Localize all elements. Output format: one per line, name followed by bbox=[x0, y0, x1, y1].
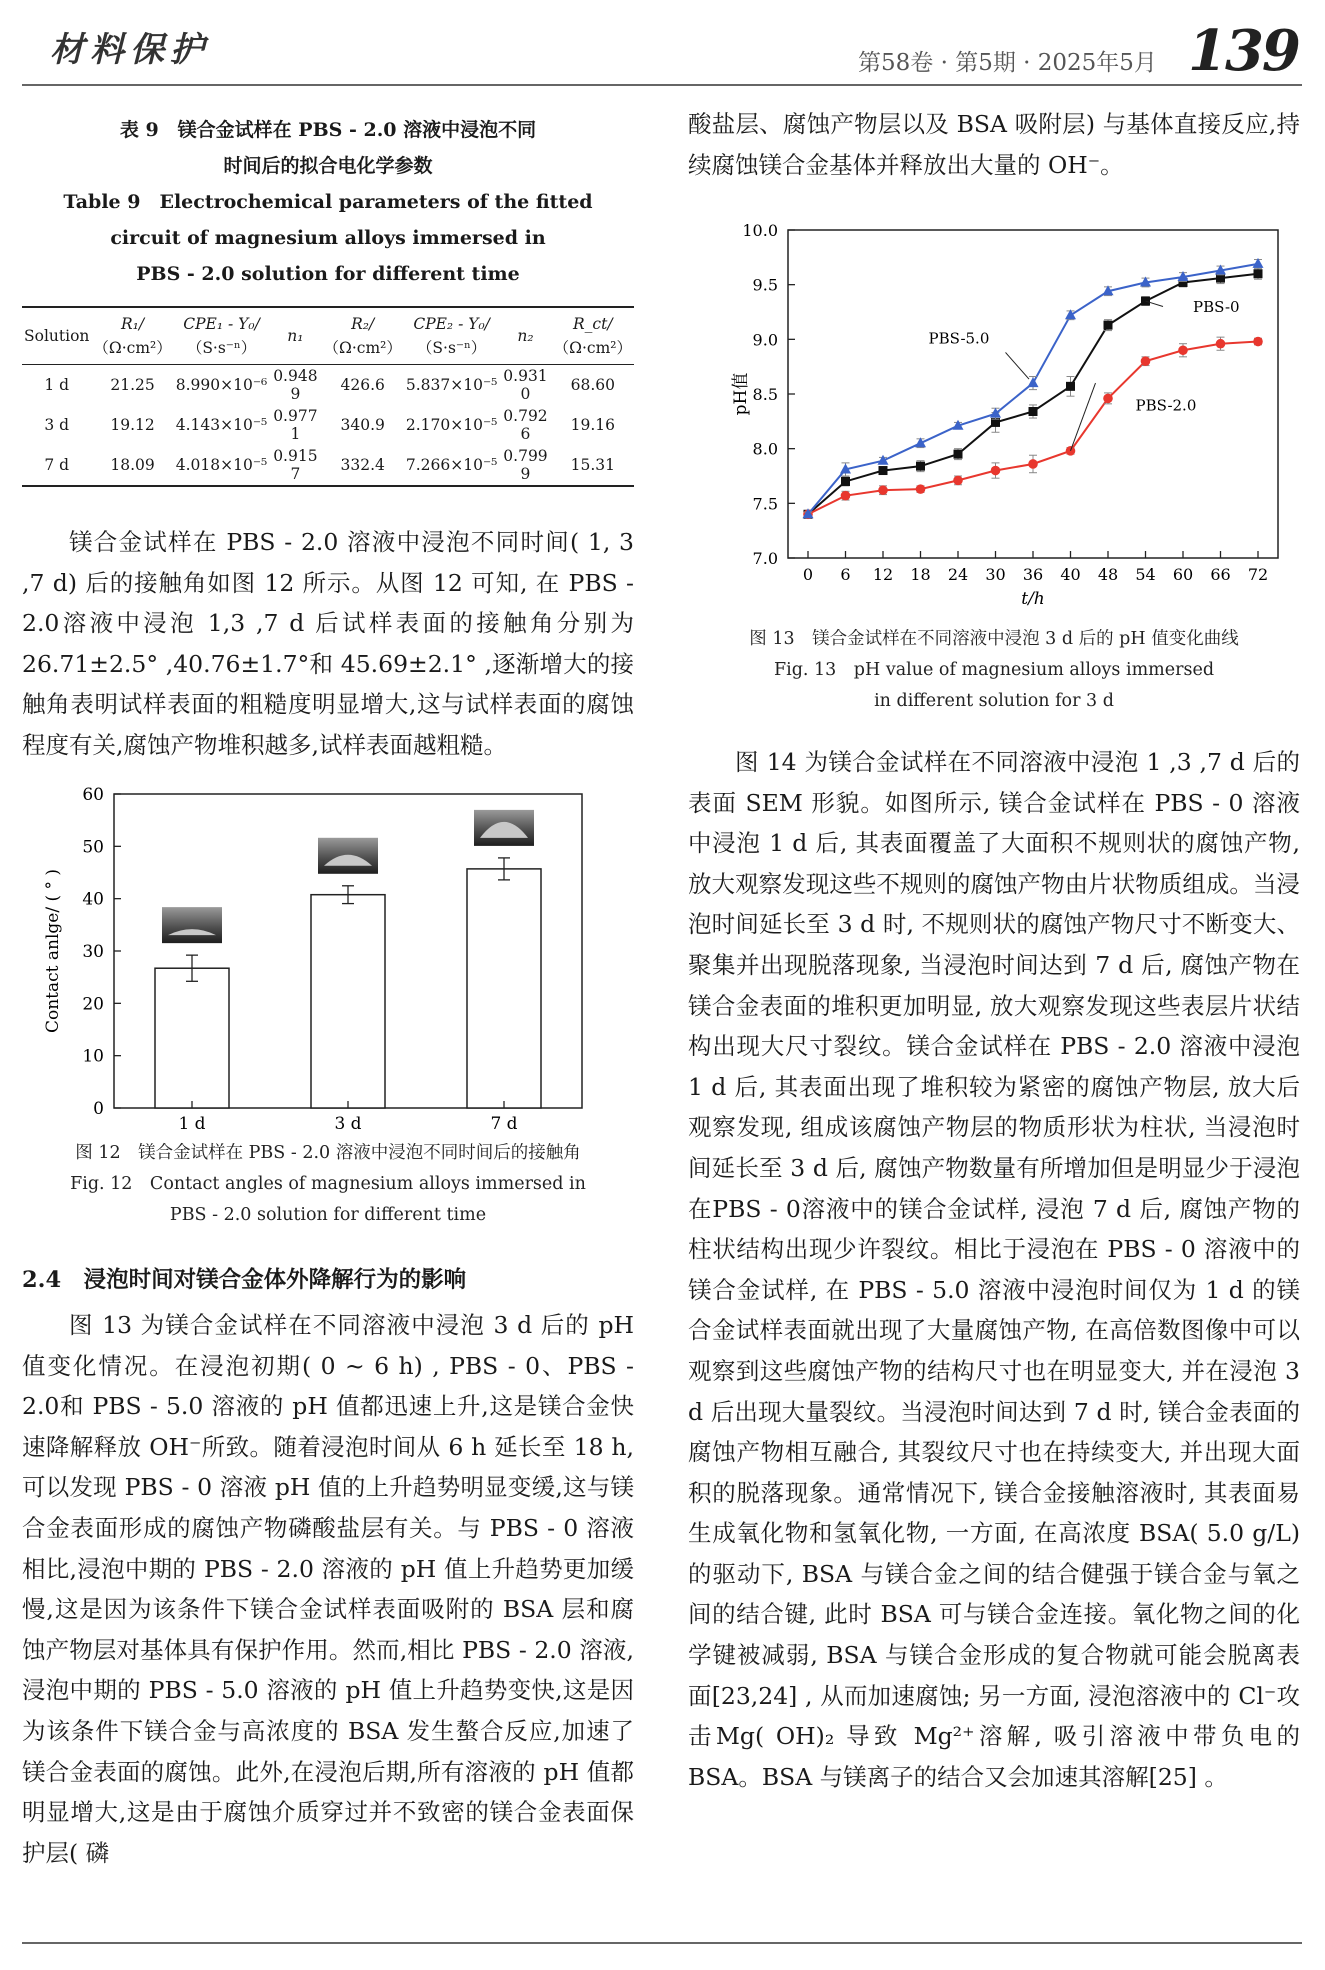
x-tick-label: 36 bbox=[1022, 565, 1044, 584]
x-tick-label: 12 bbox=[872, 565, 894, 584]
table-body bbox=[22, 365, 634, 487]
y-tick-label: 50 bbox=[82, 837, 104, 858]
data-point bbox=[953, 476, 963, 486]
data-point bbox=[1029, 407, 1038, 416]
y-tick-label: 0 bbox=[93, 1099, 104, 1119]
table-header-cell bbox=[91, 307, 173, 365]
data-point bbox=[1216, 339, 1226, 349]
table-cell: 18.09 bbox=[110, 456, 155, 474]
x-tick-label: 24 bbox=[947, 565, 969, 584]
data-point bbox=[1254, 269, 1263, 278]
page-number: 139 bbox=[1188, 18, 1299, 84]
fig13-caption-cn: 图 13 镁合金试样在不同溶液中浸泡 3 d 后的 pH 值变化曲线 bbox=[749, 629, 1239, 649]
table-cell: 2.170×10⁻⁵ bbox=[405, 416, 498, 434]
series-line bbox=[808, 342, 1258, 515]
table-header-cell bbox=[552, 307, 634, 365]
right-paragraph-1 bbox=[688, 742, 1300, 1797]
parameter-table bbox=[22, 306, 634, 487]
droplet-photo bbox=[474, 810, 534, 846]
bar bbox=[155, 968, 229, 1108]
x-tick-label: 40 bbox=[1060, 565, 1081, 584]
table-cell: 5.837×10⁻⁵ bbox=[405, 376, 498, 394]
y-axis-label: pH值 bbox=[731, 372, 751, 416]
x-tick-label: 60 bbox=[1172, 565, 1194, 584]
table-cell: 15.31 bbox=[570, 456, 615, 474]
data-point bbox=[916, 484, 926, 494]
table-header-cell bbox=[269, 307, 321, 365]
header-rule bbox=[22, 84, 1302, 86]
y-tick-label: 20 bbox=[82, 994, 104, 1015]
series-label: PBS-5.0 bbox=[928, 329, 990, 348]
header-name: R₂/ bbox=[351, 315, 375, 333]
y-tick-label: 9.0 bbox=[752, 330, 778, 350]
table-caption-en-2: circuit of magnesium alloys immersed in bbox=[110, 227, 546, 249]
table-cell: 0.799 9 bbox=[503, 447, 548, 483]
y-axis-label: Contact anlge/ ( ° ) bbox=[43, 868, 63, 1034]
header-name: R₁/ bbox=[121, 315, 145, 333]
paragraph-text: 图 14 为镁合金试样在不同溶液中浸泡 1 ,3 ,7 d 后的表面 SEM 形貌。如图所示, 镁合金试样在 PBS - 0 溶液中浸泡 1 d 后, 其表面覆盖了大面积不规则状的腐蚀产物, 放大观察发现这些不规则的腐蚀产物由片状物质组成。当浸泡时间延长至 3 d 时, 不规则状的腐蚀产物尺寸不断变大、聚集并出现脱落现象, 当浸泡时间达到 7 d 后, 腐蚀产物在镁合金表面的堆积更加明显, 放大观察发现这些表层片状结构出现大尺寸裂纹。镁合金试样在 PBS - 2.0 溶液中浸泡 1 d 后, 其表面出现了堆积较为紧密的腐蚀产物层, 放大后观察发现, 组成该腐蚀产物层的物质形状为柱状, 当浸泡时间延长至 3 d 后, 腐蚀产物数量有所增加但是明显少于浸泡在PBS - 0溶液中的镁合金试样, 浸泡 7 d 后, 腐蚀产物的柱状结构出现少许裂纹。相比于浸泡在 PBS - 0 溶液中的镁合金试样, 在 PBS - 5.0 溶液中浸泡时间仅为 1 d 的镁合金试样表面就出现了大量腐蚀产物, 在高倍数图像中可以观察到这些腐蚀产物的结构尺寸也在明显变大, 并在浸泡 3 d 后出现大量裂纹。当浸泡时间达到 7 d 时, 镁合金表面的腐蚀产物相互融合, 其裂纹尺寸也在持续变大, 并出现大面积的脱落现象。通常情况下, 镁合金接触溶液时, 其表面易生成氧化物和氢氧化物, 一方面, 在高浓度 BSA( 5.0 g/L) 的驱动下, BSA 与镁合金之间的结合健强于镁合金与氧之间的结合键, 此时 BSA 可与镁合金连接。氧化物之间的化学键被减弱, BSA 与镁合金形成的复合物就可能会脱离表面[23,24] , 从而加速腐蚀; 另一方面, 浸泡溶液中的 Cl⁻攻击Mg( OH)₂ 导致 Mg²⁺溶解, 吸引溶液中带负电的 BSA。BSA 与镁离子的结合又会加速其溶解[25] 。 bbox=[688, 748, 1300, 1791]
paragraph-text: 酸盐层、腐蚀产物层以及 BSA 吸附层) 与基体直接反应,持续腐蚀镁合金基体并释放出大量的 OH⁻。 bbox=[688, 110, 1300, 179]
table-cell: 0.948 9 bbox=[273, 367, 318, 403]
y-tick-label: 8.0 bbox=[752, 439, 778, 459]
table-caption-en-1: Table 9 Electrochemical parameters of the fitted bbox=[63, 191, 593, 213]
fig12-caption-en-1: Fig. 12 Contact angles of magnesium alloys immersed in bbox=[70, 1174, 586, 1194]
label-leader bbox=[1071, 383, 1096, 451]
x-tick-label: 30 bbox=[985, 565, 1006, 584]
right-paragraph-0 bbox=[688, 104, 1300, 185]
table-caption-cn-1: 表 9 镁合金试样在 PBS - 2.0 溶液中浸泡不同 bbox=[119, 119, 537, 141]
left-paragraph-2 bbox=[22, 1305, 634, 1873]
table-header-cell bbox=[322, 307, 404, 365]
table-cell: 68.60 bbox=[570, 376, 615, 394]
y-tick-label: 8.5 bbox=[752, 385, 778, 404]
table-header-cell bbox=[404, 307, 499, 365]
table-row bbox=[22, 445, 634, 486]
figure-12-bar-chart bbox=[22, 780, 634, 1132]
data-point bbox=[1141, 356, 1151, 366]
series-label: PBS-0 bbox=[1193, 298, 1240, 316]
table-cell: 4.143×10⁻⁵ bbox=[175, 416, 268, 434]
data-point bbox=[916, 462, 925, 471]
issue-info: 第58卷 · 第5期 · 2025年5月 bbox=[858, 50, 1157, 76]
y-tick-label: 40 bbox=[82, 889, 104, 910]
label-leader bbox=[1006, 352, 1030, 379]
bar bbox=[311, 895, 385, 1108]
table-9 bbox=[22, 306, 634, 487]
data-point bbox=[1178, 345, 1188, 355]
data-point bbox=[1066, 382, 1075, 391]
y-tick-label: 7.5 bbox=[752, 494, 778, 514]
series-label: PBS-2.0 bbox=[1135, 396, 1197, 415]
header-name: CPE₂ - Y₀/ bbox=[413, 315, 490, 333]
x-tick-label: 48 bbox=[1097, 565, 1119, 584]
table-cell: 7.266×10⁻⁵ bbox=[405, 456, 498, 474]
data-point bbox=[1028, 459, 1038, 469]
header-unit: （Ω·cm²） bbox=[323, 339, 402, 357]
left-paragraph-1 bbox=[22, 522, 634, 766]
figure-13-line-chart bbox=[688, 212, 1300, 612]
table-cell: 3 d bbox=[44, 416, 70, 434]
fig13-caption-en-1: Fig. 13 pH value of magnesium alloys immersed bbox=[773, 660, 1215, 680]
x-tick-label: 0 bbox=[802, 565, 814, 584]
x-tick-label: 1 d bbox=[178, 1114, 206, 1132]
header-name: CPE₁ - Y₀/ bbox=[183, 315, 260, 333]
table-header-cell bbox=[22, 307, 91, 365]
table-cell: 4.018×10⁻⁵ bbox=[175, 456, 268, 474]
header-unit: （Ω·cm²） bbox=[93, 339, 172, 357]
x-tick-label: 7 d bbox=[490, 1114, 518, 1132]
figure-13-caption bbox=[688, 624, 1300, 717]
droplet-photo bbox=[162, 907, 222, 943]
table-cell: 0.977 1 bbox=[273, 407, 318, 443]
data-point bbox=[1103, 394, 1113, 404]
data-point bbox=[1104, 321, 1113, 330]
y-tick-label: 10.0 bbox=[742, 221, 778, 240]
data-point bbox=[1253, 337, 1263, 347]
data-point bbox=[1141, 297, 1150, 306]
table-header-row bbox=[22, 307, 634, 365]
table-cell: 0.792 6 bbox=[503, 407, 548, 443]
data-point bbox=[954, 450, 963, 459]
x-tick-label: 72 bbox=[1247, 565, 1269, 584]
table-row bbox=[22, 365, 634, 406]
figure-12-caption bbox=[22, 1138, 634, 1231]
x-tick-label: 6 bbox=[840, 565, 851, 584]
table-9-caption bbox=[22, 112, 634, 292]
x-tick-label: 3 d bbox=[334, 1114, 362, 1132]
series-line bbox=[808, 274, 1258, 515]
footer-rule bbox=[22, 1942, 1302, 1944]
x-tick-label: 66 bbox=[1210, 565, 1231, 584]
data-point bbox=[878, 485, 888, 495]
table-cell: 0.931 0 bbox=[503, 367, 548, 403]
fig12-caption-cn: 图 12 镁合金试样在 PBS - 2.0 溶液中浸泡不同时间后的接触角 bbox=[75, 1143, 581, 1163]
table-cell: 340.9 bbox=[340, 416, 385, 434]
y-tick-label: 30 bbox=[82, 942, 104, 962]
paragraph-text: 图 13 为镁合金试样在不同溶液中浸泡 3 d 后的 pH 值变化情况。在浸泡初期( 0 ~ 6 h) , PBS - 0、PBS - 2.0和 PBS - 5.0 溶液的 pH 值都迅速上升,这是镁合金快速降解释放 OH⁻所致。随着浸泡时间从 6 h 延长至 18 h,可以发现 PBS - 0 溶液 pH 值的上升趋势明显变缓,这与镁合金表面形成的腐蚀产物磷酸盐层有关。与 PBS - 0 溶液相比,浸泡中期的 PBS - 2.0 溶液的 pH 值上升趋势更加缓慢,这是因为该条件下镁合金试样表面吸附的 BSA 层和腐蚀产物层对基体具有保护作用。然而,相比 PBS - 2.0 溶液,浸泡中期的 PBS - 5.0 溶液的 pH 值上升趋势变快,这是因为该条件下镁合金与高浓度的 BSA 发生螯合反应,加速了镁合金表面的腐蚀。此外,在浸泡后期,所有溶液的 pH 值都明显增大,这是由于腐蚀介质穿过并不致密的镁合金表面保护层( 磷 bbox=[22, 1311, 634, 1867]
data-point bbox=[879, 466, 888, 475]
table-cell: 332.4 bbox=[340, 456, 385, 474]
table-cell: 21.25 bbox=[110, 376, 155, 394]
table-cell: 19.12 bbox=[110, 416, 155, 434]
table-caption-en-3: PBS - 2.0 solution for different time bbox=[136, 263, 520, 285]
table-cell: 7 d bbox=[44, 456, 70, 474]
y-tick-label: 9.5 bbox=[752, 275, 778, 295]
header-name: n₁ bbox=[287, 327, 304, 345]
section-heading-2-4: 2.4 浸泡时间对镁合金体外降解行为的影响 bbox=[22, 1267, 467, 1293]
y-tick-label: 10 bbox=[82, 1046, 104, 1067]
y-tick-label: 7.0 bbox=[752, 549, 778, 568]
header-unit: （Ω·cm²） bbox=[553, 339, 632, 357]
table-cell: 19.16 bbox=[570, 416, 615, 434]
fig12-caption-en-2: PBS - 2.0 solution for different time bbox=[169, 1205, 487, 1225]
x-axis-label: t/h bbox=[1021, 589, 1045, 609]
table-cell: 426.6 bbox=[340, 376, 385, 394]
header-name: Solution bbox=[24, 327, 90, 345]
data-point bbox=[841, 491, 851, 501]
table-header-cell bbox=[174, 307, 269, 365]
journal-logo: 材料保护 bbox=[50, 30, 210, 70]
table-caption-cn-2: 时间后的拟合电化学参数 bbox=[223, 155, 433, 177]
y-tick-label: 60 bbox=[82, 785, 104, 805]
data-point bbox=[841, 477, 850, 486]
x-tick-label: 54 bbox=[1135, 565, 1156, 584]
header-unit: （S·s⁻ⁿ） bbox=[416, 339, 487, 357]
table-header-cell bbox=[499, 307, 551, 365]
paragraph-text: 镁合金试样在 PBS - 2.0 溶液中浸泡不同时间( 1, 3 ,7 d) 后的接触角如图 12 所示。从图 12 可知, 在 PBS - 2.0溶液中浸泡 1,3 ,7 d 后试样表面的接触角分别为 26.71±2.5° ,40.76±1.7°和 45.69±2.1° ,逐渐增大的接触角表明试样表面的粗糙度明显增大,这与试样表面的腐蚀程度有关,腐蚀产物堆积越多,试样表面越粗糙。 bbox=[22, 528, 634, 759]
bar bbox=[467, 869, 541, 1108]
fig13-caption-en-2: in different solution for 3 d bbox=[874, 691, 1114, 711]
table-cell: 8.990×10⁻⁶ bbox=[175, 376, 268, 394]
header-name: n₂ bbox=[517, 327, 534, 345]
header-unit: （S·s⁻ⁿ） bbox=[186, 339, 257, 357]
header-name: R_ct/ bbox=[573, 315, 613, 333]
table-cell: 0.915 7 bbox=[273, 447, 318, 483]
data-point bbox=[991, 466, 1001, 476]
table-row bbox=[22, 405, 634, 445]
table-cell: 1 d bbox=[44, 376, 70, 394]
x-tick-label: 18 bbox=[910, 565, 931, 584]
droplet-photo bbox=[318, 838, 378, 874]
